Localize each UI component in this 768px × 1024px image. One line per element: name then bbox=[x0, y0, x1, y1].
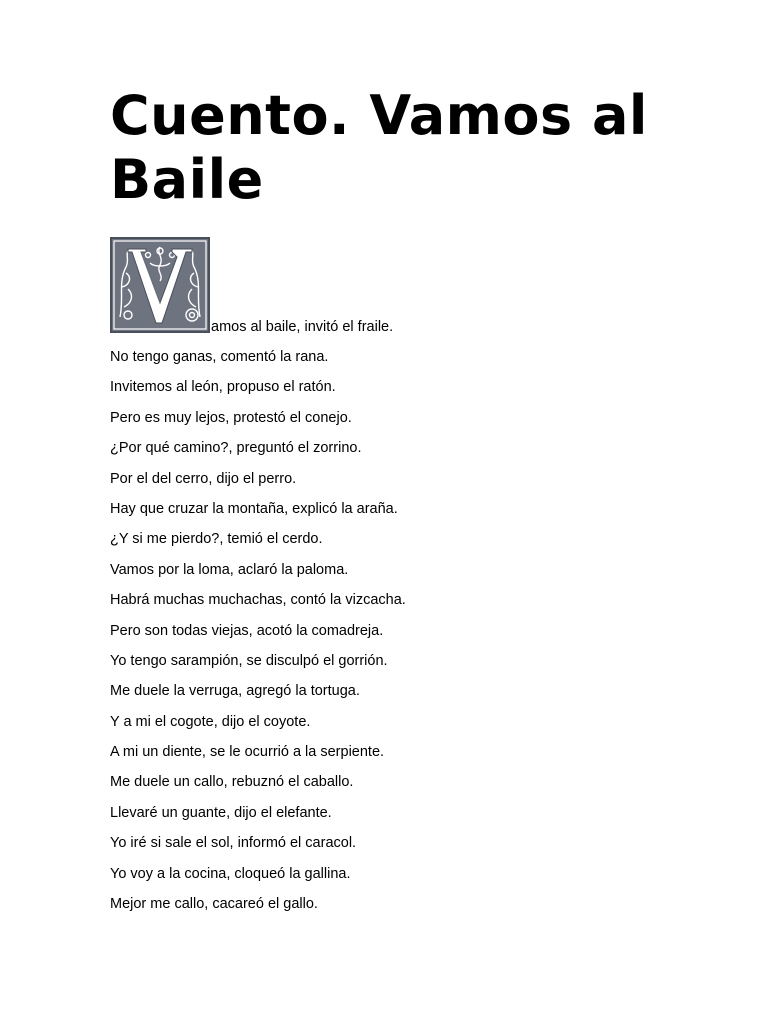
story-lines bbox=[110, 349, 670, 912]
story-line: Y a mi el cogote, dijo el coyote. bbox=[110, 713, 311, 730]
story-line: Me duele un callo, rebuznó el caballo. bbox=[110, 774, 354, 791]
first-line-text: amos al baile, invitó el fraile. bbox=[211, 319, 394, 335]
first-paragraph bbox=[110, 237, 670, 335]
story-line: Pero son todas viejas, acotó la comadreja. bbox=[110, 622, 384, 639]
story-line: ¿Por qué camino?, preguntó el zorrino. bbox=[110, 440, 362, 457]
story-line: Invitemos al león, propuso el ratón. bbox=[110, 379, 336, 396]
story-line: Vamos por la loma, aclaró la paloma. bbox=[110, 561, 349, 578]
story-line: ¿Y si me pierdo?, temió el cerdo. bbox=[110, 531, 323, 548]
story-line: No tengo ganas, comentó la rana. bbox=[110, 349, 329, 365]
story-line: A mi un diente, se le ocurrió a la serpiente. bbox=[110, 744, 385, 761]
document-page bbox=[110, 84, 670, 912]
story-line: Pero es muy lejos, protestó el conejo. bbox=[110, 409, 352, 426]
story-line: Yo tengo sarampión, se disculpó el gorrión. bbox=[110, 652, 388, 669]
story-line: Habrá muchas muchachas, contó la vizcacha. bbox=[110, 592, 406, 609]
ornamental-drop-cap-v bbox=[110, 237, 210, 333]
story-line: Mejor me callo, cacareó el gallo. bbox=[110, 896, 318, 913]
story-line: Me duele la verruga, agregó la tortuga. bbox=[110, 683, 360, 700]
document-title: Cuento. Vamos al Baile bbox=[110, 84, 648, 211]
story-line: Hay que cruzar la montaña, explicó la araña. bbox=[110, 500, 398, 517]
story-line: Llevaré un guante, dijo el elefante. bbox=[110, 804, 332, 821]
story-line: Yo voy a la cocina, cloqueó la gallina. bbox=[110, 865, 351, 882]
story-line: Por el del cerro, dijo el perro. bbox=[110, 470, 297, 487]
story-line: Yo iré si sale el sol, informó el caracol. bbox=[110, 835, 357, 852]
